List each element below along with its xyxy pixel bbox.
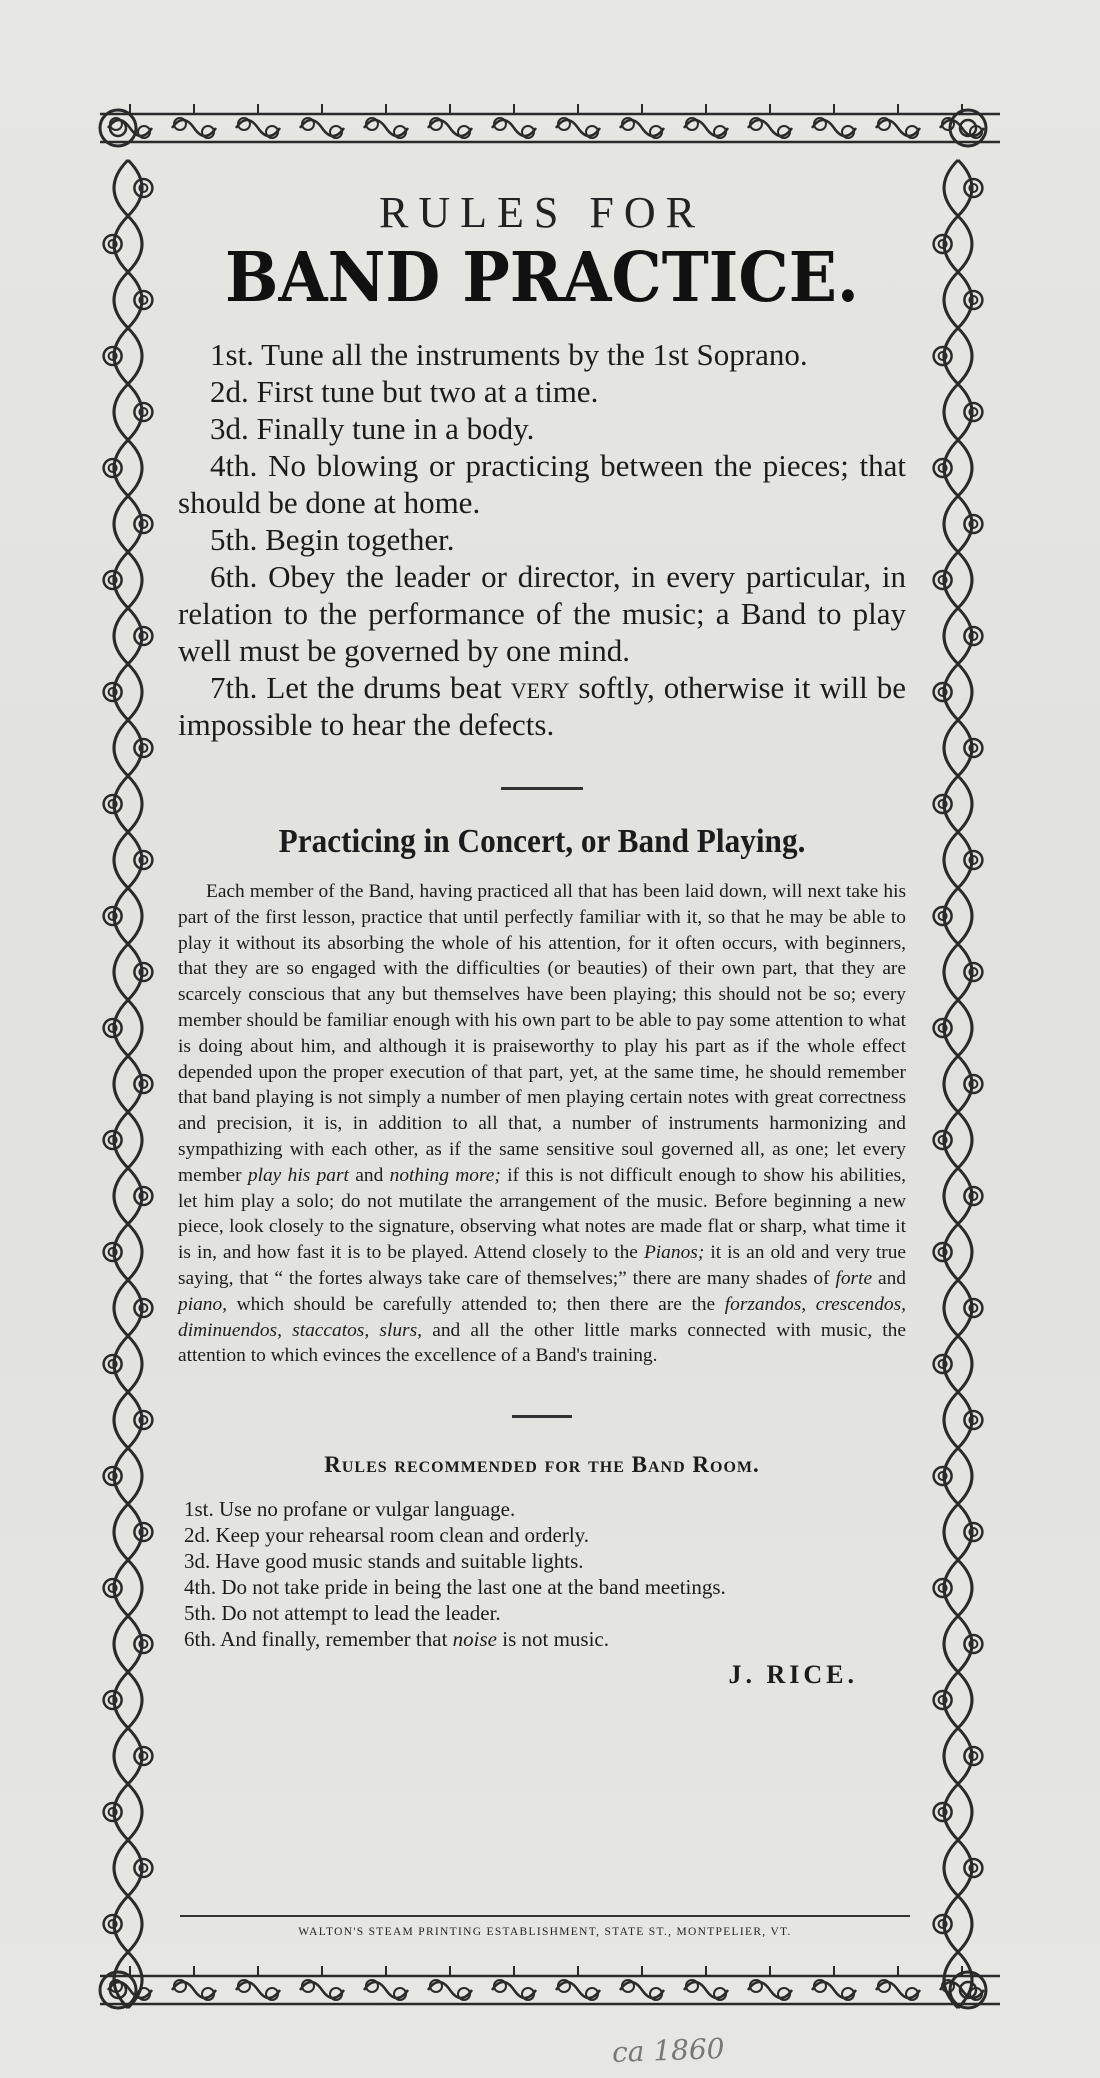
concert-heading: Practicing in Concert, or Band Playing. [278, 823, 806, 860]
room-rule-item [184, 1626, 906, 1652]
room-rule-item: 2d. Keep your rehearsal room clean and orderly. [184, 1523, 590, 1548]
divider-rule [178, 775, 906, 799]
concert-italic: forzandos, crescendos, diminuendos, staccatos, slurs, [178, 1293, 906, 1341]
concert-italic: play his part [247, 1164, 349, 1186]
title-rules-for: RULES FOR [379, 188, 705, 237]
rule7-emphasis: very [510, 670, 570, 705]
concert-text: which should be carefully attended to; then there are the [227, 1293, 725, 1315]
concert-italic: piano, [178, 1293, 228, 1315]
rules-list [178, 336, 906, 743]
concert-text: and [348, 1164, 390, 1186]
concert-text: Each member of the Band, having practiced all that has been laid down, will next take his part of the first lesson, practice that until perfectly familiar with it, so that he may be able to play it without its absorbing the whole of his attention, for it often occurs, with beginners, that they are so engaged with the difficulties (or beauties) of their own part, that they are scarcely conscious that any but themselves have been playing; this should not be so; every member should be familiar enough with his own part to be able to pay some attention to what is doing about him, and although it is praiseworthy to play his part as if the whole effect depended upon the proper execution of that part, yet, at the same time, he should remember that band playing is not simply a number of men playing certain notes with great correctness and precision, it is, in addition to all that, a number of instruments harmonizing and sympathizing with each other, as if the same sensitive soul governed all, as one; let every member [178, 881, 906, 1186]
room-rule-item: 4th. Do not take pride in being the last one at the band meetings. [184, 1575, 726, 1600]
rule-item: 4th. No blowing or practicing between the pieces; that should be done at home. [178, 448, 906, 520]
concert-text: and all the other little marks connected with music, the attention to which evinces the excellence of a Band's training. [178, 1319, 906, 1367]
signature: J. RICE. [728, 1660, 858, 1690]
printer-imprint: WALTON'S STEAM PRINTING ESTABLISHMENT, STATE ST., MONTPELIER, VT. [298, 1926, 792, 1938]
concert-italic: forte [835, 1267, 873, 1289]
main-content [178, 188, 906, 1690]
concert-paragraph [178, 879, 906, 1369]
rule7-pre: 7th. Let the drums beat [210, 670, 511, 705]
rule-item: 2d. First tune but two at a time. [210, 374, 599, 409]
rule-item: 3d. Finally tune in a body. [210, 411, 535, 446]
rule7-post: softly, otherwise it will be impossible to hear the defects. [178, 670, 906, 742]
rule-item [178, 669, 906, 743]
concert-italic: Pianos; [643, 1242, 705, 1264]
room-rule-text: 6th. And finally, remember that [184, 1627, 453, 1652]
rule-item: 5th. Begin together. [210, 522, 455, 557]
room-rules-list [178, 1496, 906, 1652]
rule-item: 6th. Obey the leader or director, in every particular, in relation to the performance of the music; a Band to play well must be governed by one mind. [178, 559, 906, 668]
room-rule-item: 1st. Use no profane or vulgar language. [184, 1497, 516, 1522]
printer-rule [180, 1915, 910, 1917]
concert-text: it is an old and very true saying, that “ the fortes always take care of themselves;” there are many shades of [178, 1242, 906, 1289]
room-rule-item: 5th. Do not attempt to lead the leader. [184, 1601, 501, 1626]
handwritten-date-note: ca 1860 [611, 2032, 726, 2069]
concert-text: if this is not difficult enough to show his abilities, let him play a solo; do not mutilate the arrangement of the music. Before beginning a new piece, look closely to the signature, observing what notes are made flat or sharp, what time it is in, and how fast it is to be played. Attend closely to the [178, 1164, 906, 1264]
divider-rule [178, 1403, 906, 1422]
room-rule-italic: noise [452, 1627, 497, 1652]
concert-italic: nothing more; [389, 1164, 501, 1186]
concert-text: and [872, 1267, 906, 1289]
room-heading: Rules recommended for the Band Room. [324, 1452, 760, 1478]
rule-item: 1st. Tune all the instruments by the 1st Soprano. [210, 337, 808, 372]
room-rule-item: 3d. Have good music stands and suitable lights. [184, 1549, 584, 1574]
title-band-practice: BAND PRACTICE. [225, 238, 859, 318]
room-rule-text: is not music. [496, 1627, 609, 1652]
